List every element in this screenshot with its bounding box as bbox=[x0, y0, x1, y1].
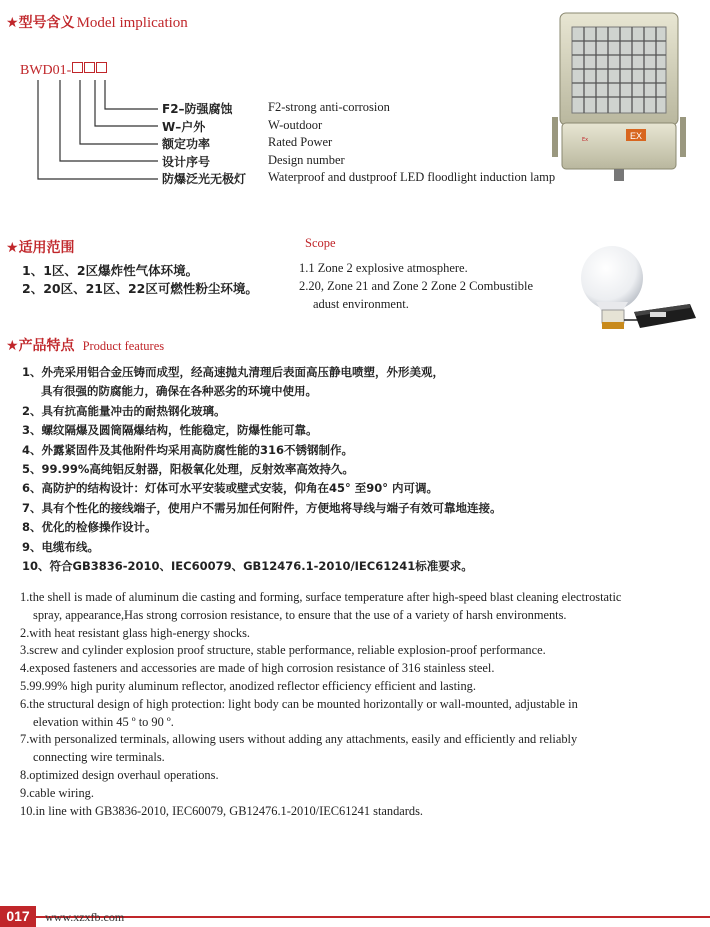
feature-item-en: 10.in line with GB3836-2010, IEC60079, GB12476.1-2010/IEC61241 standards. bbox=[20, 803, 424, 818]
model-row-en: Waterproof and dustproof LED floodlight induction lamp bbox=[268, 170, 556, 184]
feature-item-en: 6.the structural design of high protection: light body can be mounted horizontally or wall-mounted, adjustable in bbox=[20, 696, 578, 711]
model-rows-en bbox=[268, 100, 555, 188]
feature-item-zh: 6、高防护的结构设计：灯体可水平安装或壁式安装，仰角在45° 至90° 内可调。 bbox=[22, 481, 439, 496]
induction-lamp-image bbox=[572, 242, 702, 337]
model-row-zh: 设计序号 bbox=[162, 154, 211, 169]
feature-item-en: 9.cable wiring. bbox=[20, 785, 94, 800]
feature-item-en: 5.99.99% high purity aluminum reflector, anodized reflector efficiency efficient and lasting. bbox=[20, 678, 476, 693]
model-row-zh: W–户外 bbox=[162, 119, 206, 134]
feature-item-en: 1.the shell is made of aluminum die casting and forming, surface temperature after high-speed blast cleaning electrostatic bbox=[20, 590, 622, 604]
scope-section-title: ★适用范围 bbox=[6, 240, 75, 256]
feature-item-zh: 具有很强的防腐能力，确保在各种恶劣的环境中使用。 bbox=[41, 384, 317, 399]
model-row-zh: 额定功率 bbox=[162, 137, 211, 151]
model-code: BWD01- bbox=[20, 62, 107, 79]
feature-item-en: spray, appearance,Has strong corrosion resistance, to ensure that the use of a variety of harsh environments. bbox=[33, 607, 567, 622]
model-row-en: W-outdoor bbox=[268, 117, 323, 132]
model-row-en: F2-strong anti-corrosion bbox=[268, 100, 390, 114]
model-row-en: Design number bbox=[268, 152, 345, 167]
scope-item-en: adust environment. bbox=[313, 297, 409, 311]
feature-item-zh: 9、电缆布线。 bbox=[22, 539, 100, 554]
feature-item-en: 3.screw and cylinder explosion proof structure, stable performance, reliable explosion-proof performance. bbox=[20, 643, 546, 658]
scope-list-en bbox=[299, 259, 533, 313]
feature-item-zh: 4、外露紧固件及其他附件均采用高防腐性能的316不锈钢制作。 bbox=[22, 442, 354, 457]
feature-item-en: 8.optimized design overhaul operations. bbox=[20, 767, 219, 782]
feature-item-zh: 2、具有抗高能量冲击的耐热钢化玻璃。 bbox=[22, 403, 226, 418]
feature-item-zh: 8、优化的检修操作设计。 bbox=[22, 520, 157, 535]
model-row-zh: F2–防强腐蚀 bbox=[162, 102, 233, 116]
ex-sublabel: Ex bbox=[582, 137, 589, 143]
feature-item-zh: 5、99.99%高纯铝反射器，阳极氧化处理，反射效率高效持久。 bbox=[22, 461, 354, 476]
feature-item-zh: 7、具有个性化的接线端子，使用户不需另加任何附件，方便地将导线与端子有效可靠地连接。 bbox=[22, 500, 502, 515]
model-row-zh: 防爆泛光无极灯 bbox=[162, 172, 247, 186]
model-bracket-lines bbox=[0, 0, 170, 200]
scope-item-zh: 1、1区、2区爆炸性气体环境。 bbox=[22, 263, 199, 278]
feature-item-en: elevation within 45 º to 90 º. bbox=[33, 714, 174, 729]
feature-item-zh: 3、螺纹隔爆及圆筒隔爆结构，性能稳定，防爆性能可靠。 bbox=[22, 423, 318, 438]
model-rows-zh bbox=[162, 100, 246, 188]
feature-item-en: 4.exposed fasteners and accessories are made of high corrosion resistance of 316 stainless steel. bbox=[20, 661, 495, 676]
ex-label: EX bbox=[629, 131, 643, 141]
model-row-en: Rated Power bbox=[268, 135, 333, 149]
feature-item-en: connecting wire terminals. bbox=[33, 750, 165, 765]
scope-list-zh bbox=[22, 262, 258, 298]
feature-item-zh: 1、外壳采用铝合金压铸而成型，经高速抛丸清理后表面高压静电喷塑，外形美观， bbox=[22, 365, 444, 379]
feature-item-zh: 10、符合GB3836-2010、IEC60079、GB12476.1-2010/IEC61241标准要求。 bbox=[22, 558, 473, 573]
floodlight-image bbox=[540, 5, 705, 193]
scope-item-en: 1.1 Zone 2 explosive atmosphere. bbox=[299, 261, 468, 275]
features-section-title: ★产品特点 Product features bbox=[6, 338, 165, 354]
features-list-zh bbox=[22, 363, 502, 576]
scope-item-en: 2.20, Zone 21 and Zone 2 Zone 2 Combustible bbox=[299, 279, 533, 293]
footer-url[interactable]: www.xzxfb.com bbox=[45, 910, 125, 924]
scope-item-zh: 2、20区、21区、22区可燃性粉尘环境。 bbox=[22, 281, 258, 296]
feature-item-en: 2.with heat resistant glass high-energy shocks. bbox=[20, 625, 250, 640]
model-section-title: ★型号含义 Model implication bbox=[6, 15, 188, 31]
page-number: 017 bbox=[0, 906, 36, 927]
feature-item-en: 7.with personalized terminals, allowing users without adding any attachments, easily and efficiently and reliably bbox=[20, 732, 578, 747]
features-list-en bbox=[20, 589, 621, 820]
scope-title-en: Scope bbox=[305, 236, 336, 250]
